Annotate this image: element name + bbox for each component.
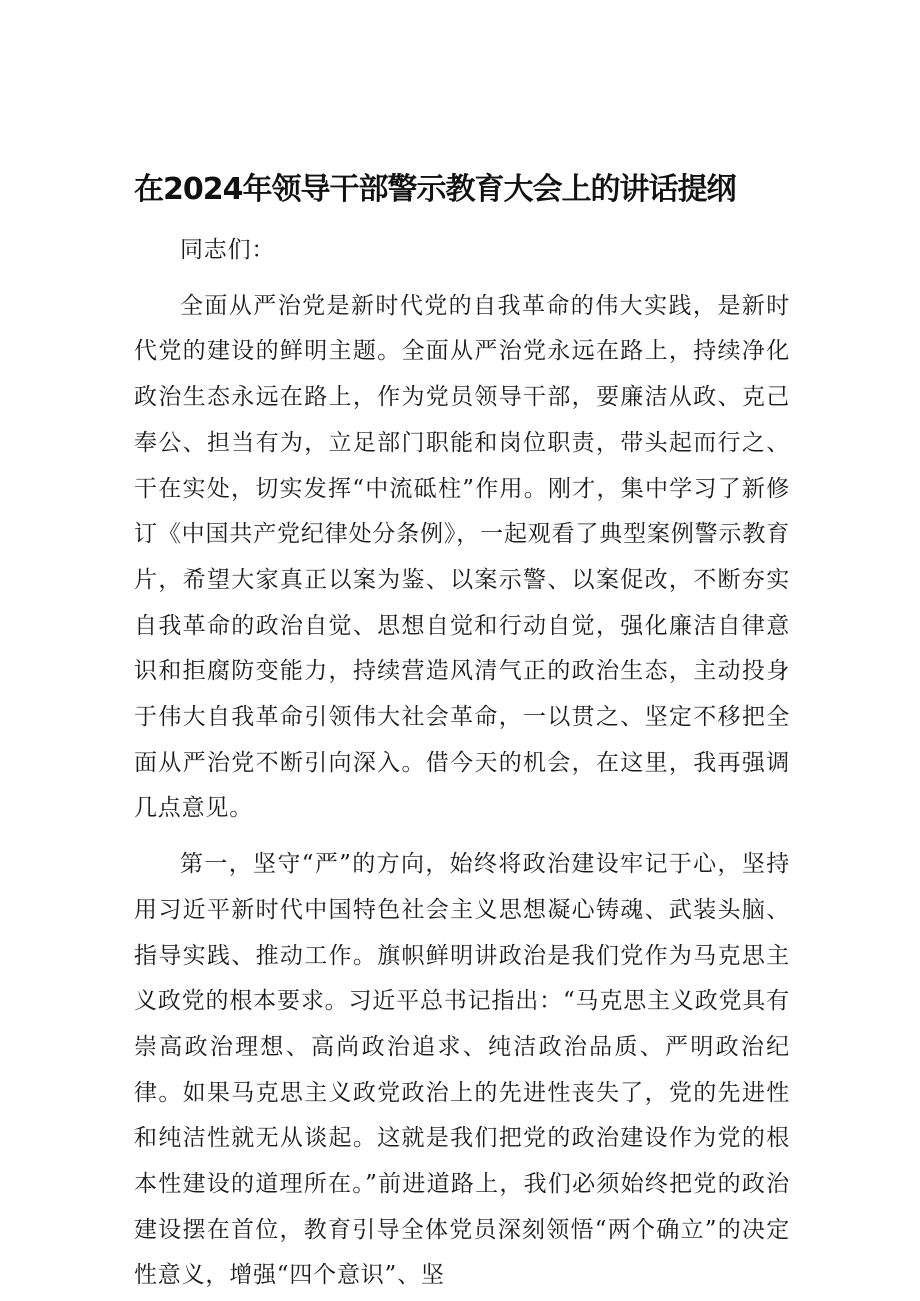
document-title: 在2024年领导干部警示教育大会上的讲话提纲 (134, 172, 736, 207)
document-body (134, 228, 790, 1299)
paragraph-point-one: 第一，坚守“严”的方向，始终将政治建设牢记于心，坚持用习近平新时代中国特色社会主义思想凝心铸魂、武装头脑、指导实践、推动工作。旗帜鲜明讲政治是我们党作为马克思主义政党的根本要求。习近平总书记指出：“马克思主义政党具有崇高政治理想、高尚政治追求、纯洁政治品质、严明政治纪律。如果马克思主义政党政治上的先进性丧失了，党的先进性和纯洁性就无从谈起。这就是我们把党的政治建设作为党的根本性建设的道理所在。”前进道路上，我们必须始终把党的政治建设摆在首位，教育引导全体党员深刻领悟“两个确立”的决定性意义，增强“四个意识”、坚 (134, 851, 790, 1289)
salutation: 同志们： (180, 237, 276, 263)
paragraph-intro: 全面从严治党是新时代党的自我革命的伟大实践，是新时代党的建设的鲜明主题。全面从严治党永远在路上，持续净化政治生态永远在路上，作为党员领导干部，要廉洁从政、克己奉公、担当有为，立足部门职能和岗位职责，带头起而行之、干在实处，切实发挥“中流砥柱”作用。刚才，集中学习了新修订《中国共产党纪律处分条例》，一起观看了典型案例警示教育片，希望大家真正以案为鉴、以案示警、以案促改，不断夯实自我革命的政治自觉、思想自觉和行动自觉，强化廉洁自律意识和拒腐防变能力，持续营造风清气正的政治生态，主动投身于伟大自我革命引领伟大社会革命，一以贯之、坚定不移把全面从严治党不断引向深入。借今天的机会，在这里，我再强调几点意见。 (134, 292, 790, 822)
